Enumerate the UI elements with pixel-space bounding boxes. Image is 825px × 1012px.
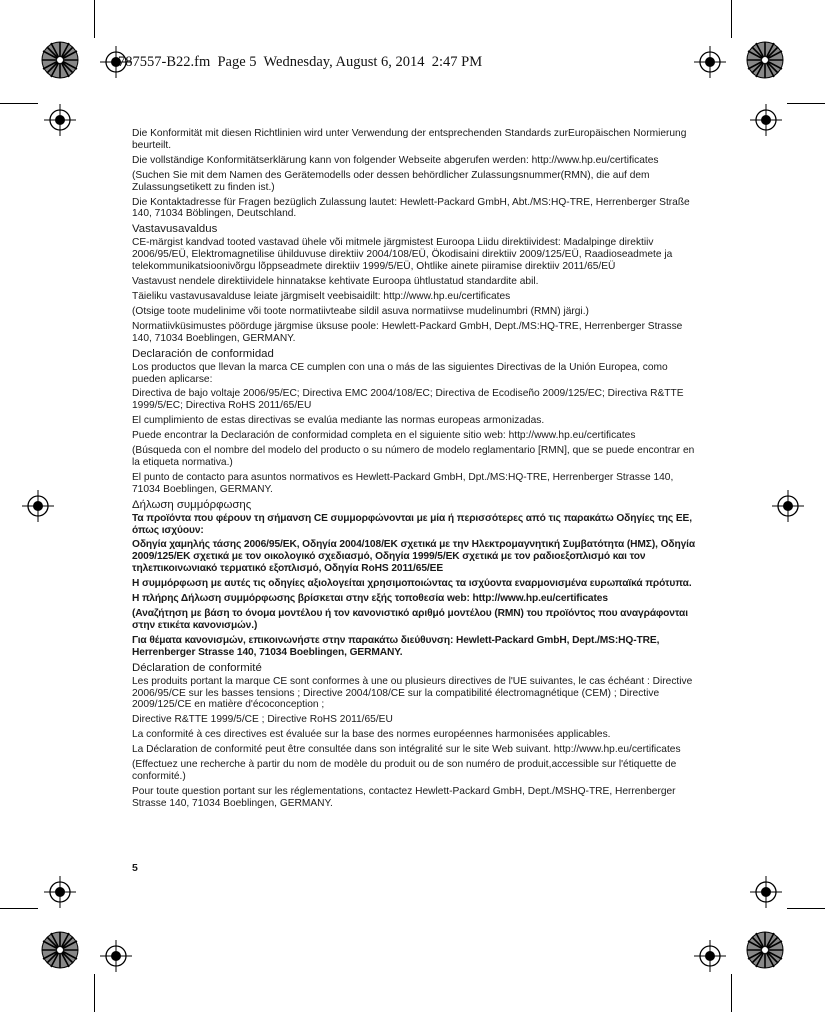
paragraph: Τα προϊόντα που φέρουν τη σήμανση CE συμμορφώνονται με μία ή περισσότερες από τις παρακάτω Οδηγίες της ΕΕ, όπως ισχύουν:	[132, 512, 692, 536]
paragraph: Για θέματα κανονισμών, επικοινωνήστε στην παρακάτω διεύθυνση: Hewlett-Packard GmbH, Dept./MS:HQ-TRE, Herrenberger Strasse 140, 71034 Boeblingen, GERMANY.	[132, 634, 660, 658]
crop-mark	[94, 974, 95, 1012]
registration-mark-icon	[750, 104, 782, 136]
registration-mark-icon	[694, 46, 726, 78]
section-heading: Déclaration de conformité	[132, 661, 262, 674]
paragraph: Normatiivküsimustes pöörduge järgmise üksuse poole: Hewlett-Packard GmbH, Dept./MS:HQ-TRE, Herrenberger Strasse 140, 71034 Boeblingen, GERMANY.	[132, 320, 683, 344]
section	[132, 348, 698, 496]
paragraph: Die Konformität mit diesen Richtlinien wird unter Verwendung der entsprechenden Standards zurEuropäischen Normierung beurteilt.	[132, 128, 687, 151]
page-number: 5	[132, 862, 138, 874]
paragraph: Η πλήρης Δήλωση συμμόρφωσης βρίσκεται στην εξής τοποθεσία web: http://www.hp.eu/certificates	[132, 593, 608, 605]
crop-mark	[94, 0, 95, 38]
section-heading: Vastavusavaldus	[132, 223, 218, 236]
section-heading: Declaración de conformidad	[132, 347, 274, 360]
section	[132, 128, 698, 220]
crop-mark	[787, 103, 825, 104]
print-slug-header: 787557-B22.fm Page 5 Wednesday, August 6, 2014 2:47 PM	[118, 54, 483, 70]
section-heading: Δήλωση συμμόρφωσης	[132, 498, 252, 511]
paragraph: El punto de contacto para asuntos normativos es Hewlett-Packard GmbH, Dpt./MS:HQ-TRE, Herrenberger Strasse 140, 71034 Boeblingen, GERMANY.	[132, 471, 674, 495]
paragraph: Vastavust nendele direktiividele hinnatakse kehtivate Euroopa ühtlustatud standardite abil.	[132, 276, 539, 288]
paragraph: (Αναζήτηση με βάση το όνομα μοντέλου ή τον κανονιστικό αριθμό μοντέλου (RMN) του προϊόντος που αναγράφονται στην ετικέτα κανονισμών.)	[132, 608, 688, 631]
crop-mark	[787, 908, 825, 909]
paragraph: Η συμμόρφωση με αυτές τις οδηγίες αξιολογείται χρησιμοποιώντας τα ισχύοντα εναρμονισμένα ευρωπαϊκά πρότυπα.	[132, 578, 692, 590]
registration-mark-icon	[750, 876, 782, 908]
paragraph: (Búsqueda con el nombre del modelo del producto o su número de modelo reglamentario [RMN], que se puede encontrar en la etiqueta normativa.)	[132, 445, 695, 468]
registration-mark-icon	[772, 490, 804, 522]
color-star-target-icon	[40, 40, 80, 80]
paragraph: (Otsige toote mudelinime või toote normatiivteabe sildil asuva normatiivse mudelinumbri (RMN) järgi.)	[132, 305, 589, 317]
section	[132, 223, 698, 344]
paragraph: La conformité à ces directives est évaluée sur la base des normes européennes harmonisées applicables.	[132, 729, 611, 741]
paragraph: Οδηγία χαμηλής τάσης 2006/95/ΕΚ, Οδηγία 2004/108/ΕΚ σχετικά με την Ηλεκτρομαγνητική Συμβατότητα (ΗΜΣ), Οδηγία 2009/125/ΕΚ σχετικά με τον οικολογικό σχεδιασμό, Οδηγία 1999/5/ΕΚ σχετικά με τον ραδιοεξοπλισμό και τον τηλεπικοινωνιακό τερματικό εξοπλισμό, Οδηγία RoHS 2011/65/ΕΕ	[132, 539, 696, 575]
paragraph: El cumplimiento de estas directivas se evalúa mediante las normas europeas armonizadas.	[132, 415, 545, 427]
paragraph: Pour toute question portant sur les réglementations, contactez Hewlett-Packard GmbH, Dept./MSHQ-TRE, Herrenberger Strasse 140, 71034 Boeblingen, GERMANY.	[132, 785, 676, 809]
paragraph: Die vollständige Konformitätserklärung kann von folgender Webseite abgerufen werden: http://www.hp.eu/certificates	[132, 154, 659, 166]
paragraph: Les produits portant la marque CE sont conformes à une ou plusieurs directives de l'UE suivantes, le cas échéant : Directive 2006/95/CE sur les basses tensions ; Directive 2004/108/CE sur la compatibilité électromagnétique (CEM) ; Directive 2009/125/CE en matière d'écoconception ;	[132, 675, 693, 711]
registration-mark-icon	[100, 940, 132, 972]
color-star-target-icon	[745, 40, 785, 80]
section	[132, 499, 698, 659]
crop-mark	[731, 974, 732, 1012]
paragraph: Directive R&TTE 1999/5/CE ; Directive RoHS 2011/65/EU	[132, 714, 393, 726]
registration-mark-icon	[44, 104, 76, 136]
paragraph: (Effectuez une recherche à partir du nom de modèle du produit ou de son numéro de produit,accessible sur l'étiquette de conformité.)	[132, 759, 677, 782]
color-star-target-icon	[745, 930, 785, 970]
section	[132, 662, 698, 810]
registration-mark-icon	[22, 490, 54, 522]
paragraph: La Déclaration de conformité peut être consultée dans son intégralité sur le site Web suivant. http://www.hp.eu/certificates	[132, 744, 681, 756]
crop-mark	[731, 0, 732, 38]
registration-mark-icon	[694, 940, 726, 972]
paragraph: Täieliku vastavusavalduse leiate järgmiselt veebisaidilt: http://www.hp.eu/certificates	[132, 290, 511, 302]
paragraph: CE-märgist kandvad tooted vastavad ühele või mitmele järgmistest Euroopa Liidu direktiividest: Madalpinge direktiiv 2006/95/EÜ, Elektromagnetilise ühilduvuse direktiiv 2004/108/EÜ, Ökodisaini direktiiv 2009/125/EÜ, Raadioseadmete ja telekommunikatsioonivõrgu lõppseadmete direktiiv 1999/5/EÜ, Ohtlike ainete piiramise direktiiv 2011/65/EÜ	[132, 237, 673, 273]
paragraph: Die Kontaktadresse für Fragen bezüglich Zulassung lautet: Hewlett-Packard GmbH, Abt./MS:HQ-TRE, Herrenberger Straße 140, 71034 Böblingen, Deutschland.	[132, 196, 690, 220]
paragraph: Directiva de bajo voltaje 2006/95/EC; Directiva EMC 2004/108/EC; Directiva de Ecodiseño 2009/125/EC; Directiva R&TTE 1999/5/EC; Directiva RoHS 2011/65/EU	[132, 388, 684, 412]
paragraph: Puede encontrar la Declaración de conformidad completa en el siguiente sitio web: http://www.hp.eu/certificates	[132, 430, 636, 442]
registration-mark-icon	[44, 876, 76, 908]
color-star-target-icon	[40, 930, 80, 970]
paragraph: (Suchen Sie mit dem Namen des Gerätemodells oder dessen behördlicher Zulassungsnummer(RMN), die auf dem Zulassungsetikett zu finden ist.)	[132, 169, 650, 193]
paragraph: Los productos que llevan la marca CE cumplen con una o más de las siguientes Directivas de la Unión Europea, como pueden aplicarse:	[132, 361, 668, 385]
document-body	[132, 128, 698, 813]
crop-mark	[0, 908, 38, 909]
crop-mark	[0, 103, 38, 104]
